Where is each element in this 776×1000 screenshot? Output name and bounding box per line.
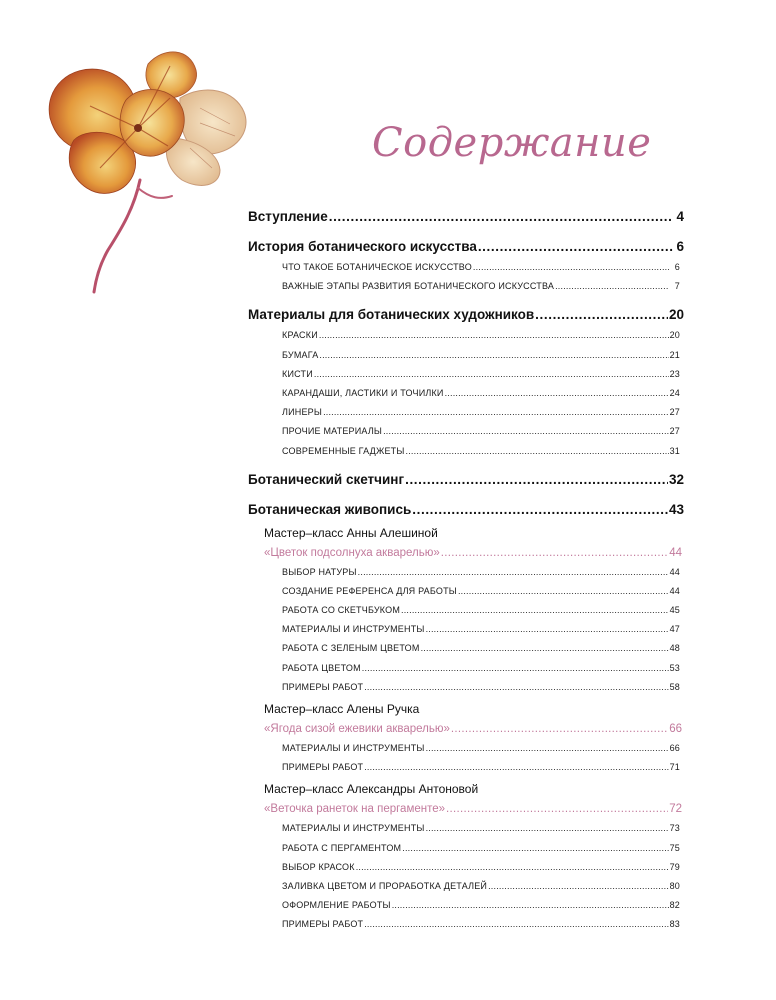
toc-section (248, 678, 684, 697)
toc-project (248, 719, 684, 739)
toc-section-label: ВЫБОР КРАСОК (282, 861, 355, 872)
dot-leader (473, 258, 669, 277)
toc-chapter (248, 303, 684, 326)
toc-section-label: ПРИМЕРЫ РАБОТ (282, 762, 364, 773)
dot-leader (364, 678, 668, 697)
toc-section-label: РАБОТА ЦВЕТОМ (282, 662, 361, 673)
toc-section-label: МАТЕРИАЛЫ И ИНСТРУМЕНТЫ (282, 823, 425, 834)
toc-chapter (248, 468, 684, 491)
toc-section (248, 277, 684, 296)
toc-section-page-number: 31 (669, 445, 680, 456)
dot-leader (555, 277, 669, 296)
toc-section-label: КРАСКИ (282, 330, 318, 341)
dot-leader (362, 659, 669, 678)
toc-section-page-number: 7 (674, 281, 680, 292)
dot-leader (392, 896, 669, 915)
dot-leader (488, 877, 668, 896)
toc-project (248, 543, 684, 563)
toc-section-label: РАБОТА СО СКЕТЧБУКОМ (282, 605, 401, 616)
toc-section-label: РАБОТА С ПЕРГАМЕНТОМ (282, 842, 402, 853)
toc-section-label: ОФОРМЛЕНИЕ РАБОТЫ (282, 900, 391, 911)
toc-section-page-number: 80 (669, 880, 680, 891)
toc-section (248, 403, 684, 422)
toc-section (248, 384, 684, 403)
toc-master-class (248, 699, 684, 719)
dot-leader (426, 620, 669, 639)
toc-section (248, 739, 684, 758)
toc-project-label: «Веточка ранеток на пергаменте» (264, 803, 446, 816)
toc-section-page-number: 27 (669, 407, 680, 418)
toc-section-label: ЧТО ТАКОЕ БОТАНИЧЕСКОЕ ИСКУССТВО (282, 262, 472, 272)
dot-leader (535, 303, 668, 326)
toc-chapter-label: Ботаническая живопись (248, 501, 412, 517)
dot-leader (358, 563, 669, 582)
toc-chapter-page-number: 32 (668, 471, 684, 487)
toc-chapter-label: Вступление (248, 209, 328, 224)
toc-section (248, 326, 684, 345)
toc-section-label: КАРАНДАШИ, ЛАСТИКИ И ТОЧИЛКИ (282, 387, 444, 398)
toc-section-page-number: 6 (674, 262, 680, 272)
toc-section (248, 819, 684, 838)
dot-leader (329, 205, 673, 228)
toc-project-label: «Ягода сизой ежевики акварелью» (264, 723, 450, 735)
toc-project (248, 799, 684, 819)
toc-section-page-number: 79 (669, 861, 680, 872)
toc-chapter-page-number: 43 (668, 501, 684, 517)
dot-leader (441, 543, 668, 563)
toc-master-class (248, 779, 684, 799)
dot-leader (478, 235, 673, 258)
toc-chapter-page-number: 6 (676, 239, 684, 254)
page-title: Содержание (372, 120, 652, 166)
dot-leader (445, 384, 669, 403)
toc-section-label: СОВРЕМЕННЫЕ ГАДЖЕТЫ (282, 445, 405, 456)
toc-section-page-number: 20 (669, 330, 680, 341)
dot-leader (319, 346, 668, 365)
toc-section (248, 563, 684, 582)
toc-chapter (248, 235, 684, 258)
toc-section (248, 659, 684, 678)
toc-section-label: ВЫБОР НАТУРЫ (282, 566, 357, 577)
toc-master-class (248, 523, 684, 543)
toc-section-page-number: 44 (669, 566, 680, 577)
dot-leader (319, 326, 669, 345)
toc-section (248, 758, 684, 777)
toc-project-page-number: 66 (669, 723, 682, 735)
toc-section (248, 896, 684, 915)
toc-section-label: ПРИМЕРЫ РАБОТ (282, 681, 364, 692)
toc-chapter-label: Материалы для ботанических художников (248, 307, 535, 323)
dot-leader (364, 915, 668, 934)
toc-section-label: КИСТИ (282, 368, 313, 379)
toc-section-page-number: 21 (669, 349, 680, 360)
toc-section (248, 839, 684, 858)
dot-leader (405, 468, 668, 491)
toc-section-label: РАБОТА С ЗЕЛЕНЫМ ЦВЕТОМ (282, 643, 420, 654)
toc-section-page-number: 53 (669, 662, 680, 673)
dot-leader (401, 601, 669, 620)
toc-section-label: СОЗДАНИЕ РЕФЕРЕНСА ДЛЯ РАБОТЫ (282, 585, 457, 596)
toc-section-label: ПРОЧИЕ МАТЕРИАЛЫ (282, 426, 383, 437)
toc-section (248, 365, 684, 384)
table-of-contents (248, 205, 684, 935)
toc-section (248, 346, 684, 365)
toc-section-label: ЛИНЕРЫ (282, 407, 323, 418)
dot-leader (364, 758, 668, 777)
toc-section-label: ВАЖНЫЕ ЭТАПЫ РАЗВИТИЯ БОТАНИЧЕСКОГО ИСКУССТВА (282, 281, 555, 292)
toc-chapter-label: Ботанический скетчинг (248, 471, 405, 487)
toc-section-page-number: 45 (669, 605, 680, 616)
toc-section-page-number: 71 (669, 762, 680, 773)
dot-leader (412, 498, 668, 521)
toc-section (248, 601, 684, 620)
dot-leader (356, 858, 669, 877)
toc-section-page-number: 73 (669, 823, 680, 834)
toc-section (248, 258, 684, 277)
toc-section-page-number: 82 (669, 900, 680, 911)
toc-project-page-number: 44 (669, 546, 682, 559)
toc-section-label: МАТЕРИАЛЫ И ИНСТРУМЕНТЫ (282, 624, 425, 635)
dried-hydrangea-flower-icon (30, 28, 280, 298)
toc-section (248, 639, 684, 658)
toc-section-page-number: 27 (669, 426, 680, 437)
dot-leader (406, 442, 669, 461)
dot-leader (458, 582, 669, 601)
dot-leader (446, 799, 668, 819)
toc-project-page-number: 72 (669, 803, 682, 816)
toc-project-label: «Цветок подсолнуха акварелью» (264, 546, 440, 559)
toc-section (248, 858, 684, 877)
toc-chapter-label: История ботанического искусства (248, 239, 477, 254)
toc-section-page-number: 48 (669, 643, 680, 654)
toc-section (248, 582, 684, 601)
toc-section (248, 915, 684, 934)
dot-leader (323, 403, 669, 422)
toc-section-label: ЗАЛИВКА ЦВЕТОМ И ПРОРАБОТКА ДЕТАЛЕЙ (282, 880, 488, 891)
toc-section (248, 620, 684, 639)
toc-master-class-label: Мастер–класс Александры Антоновой (264, 782, 479, 797)
toc-section-page-number: 44 (669, 585, 680, 596)
toc-section-page-number: 24 (669, 387, 680, 398)
toc-section-label: БУМАГА (282, 349, 319, 360)
toc-section-page-number: 66 (669, 743, 680, 753)
toc-master-class-label: Мастер–класс Алены Ручка (264, 702, 420, 716)
toc-master-class-label: Мастер–класс Анны Алешиной (264, 525, 438, 540)
toc-section-label: МАТЕРИАЛЫ И ИНСТРУМЕНТЫ (282, 743, 425, 753)
dot-leader (451, 719, 668, 739)
toc-chapter (248, 498, 684, 521)
toc-chapter-page-number: 4 (676, 209, 684, 224)
dot-leader (426, 819, 669, 838)
dot-leader (314, 365, 669, 384)
dot-leader (421, 639, 669, 658)
dot-leader (402, 839, 668, 858)
toc-section-page-number: 58 (669, 681, 680, 692)
toc-section (248, 422, 684, 441)
toc-section-page-number: 23 (669, 368, 680, 379)
toc-section (248, 442, 684, 461)
dot-leader (426, 739, 669, 758)
toc-section-label: ПРИМЕРЫ РАБОТ (282, 919, 364, 930)
toc-section-page-number: 75 (669, 842, 680, 853)
toc-section-page-number: 47 (669, 624, 680, 635)
toc-section-page-number: 83 (669, 919, 680, 930)
toc-chapter (248, 205, 684, 228)
toc-section (248, 877, 684, 896)
dot-leader (383, 422, 668, 441)
toc-chapter-page-number: 20 (668, 307, 684, 323)
